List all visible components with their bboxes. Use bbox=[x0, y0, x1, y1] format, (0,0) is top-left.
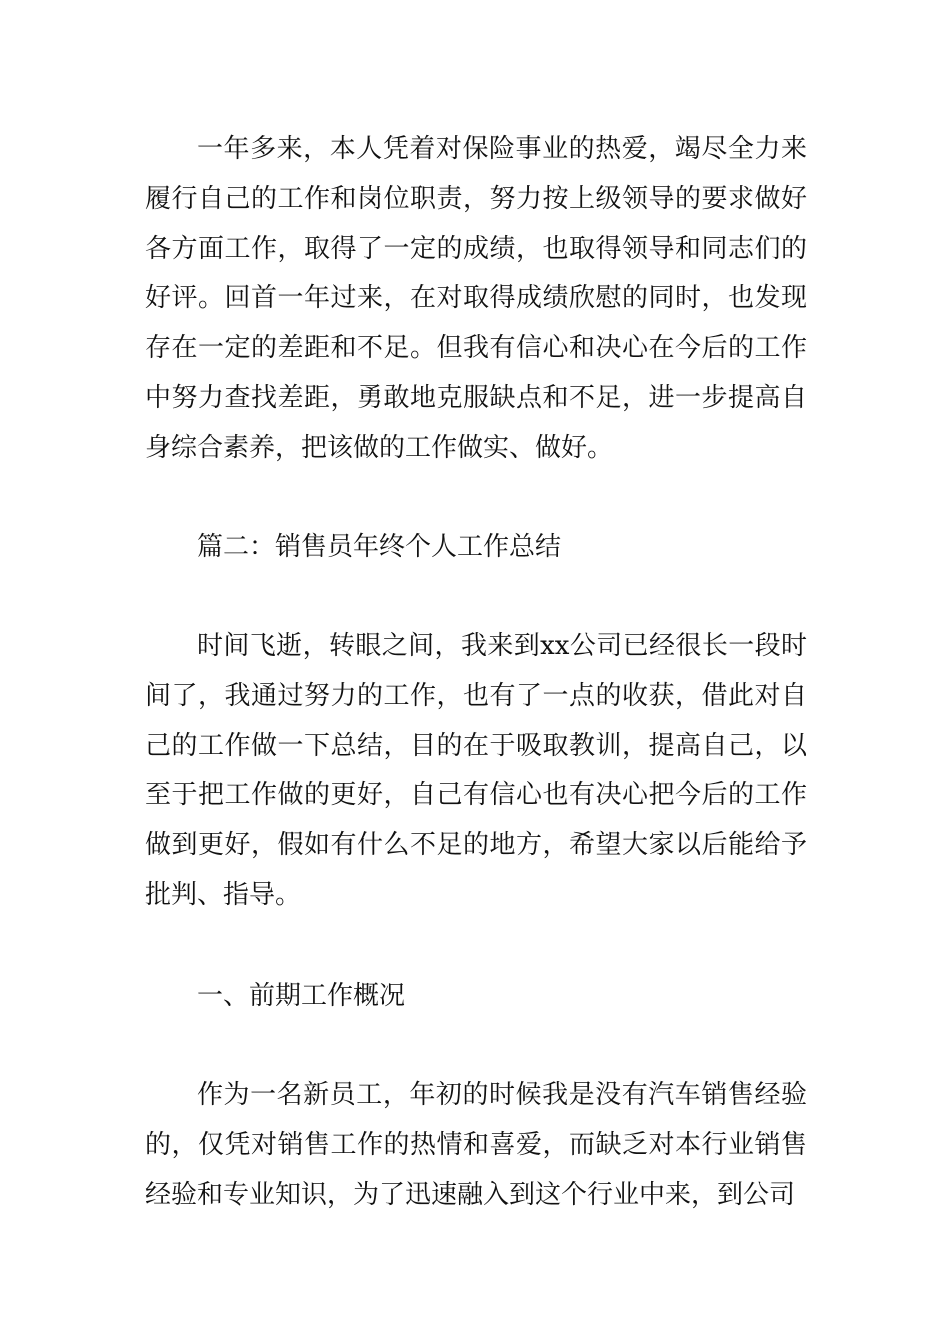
paragraph-insurance-summary: 一年多来，本人凭着对保险事业的热爱，竭尽全力来履行自己的工作和岗位职责，努力按上级领导的要求做好各方面工作，取得了一定的成绩，也取得领导和同志们的好评。回首一年过来，在对取得成绩欣慰的同时，也发现存在一定的差距和不足。但我有信心和决心在今后的工作中努力查找差距，勇敢地克服缺点和不足，进一步提高自身综合素养，把该做的工作做实、做好。 bbox=[145, 134, 807, 463]
section-heading-early-work: 一、前期工作概况 bbox=[197, 981, 406, 1011]
paragraph-new-employee: 作为一名新员工，年初的时候我是没有汽车销售经验的，仅凭对销售工作的热情和喜爱，而缺乏对本行业销售经验和专业知识，为了迅速融入到这个行业中来，到公司 bbox=[145, 1080, 807, 1210]
section-heading-sales-summary: 篇二：销售员年终个人工作总结 bbox=[197, 532, 562, 562]
paragraph-sales-intro: 时间飞逝，转眼之间，我来到xx公司已经很长一段时间了，我通过努力的工作，也有了一点的收获，借此对自己的工作做一下总结，目的在于吸取教训，提高自己，以至于把工作做的更好，自己有信心也有决心把今后的工作做到更好，假如有什么不足的地方，希望大家以后能给予批判、指导。 bbox=[145, 631, 807, 910]
